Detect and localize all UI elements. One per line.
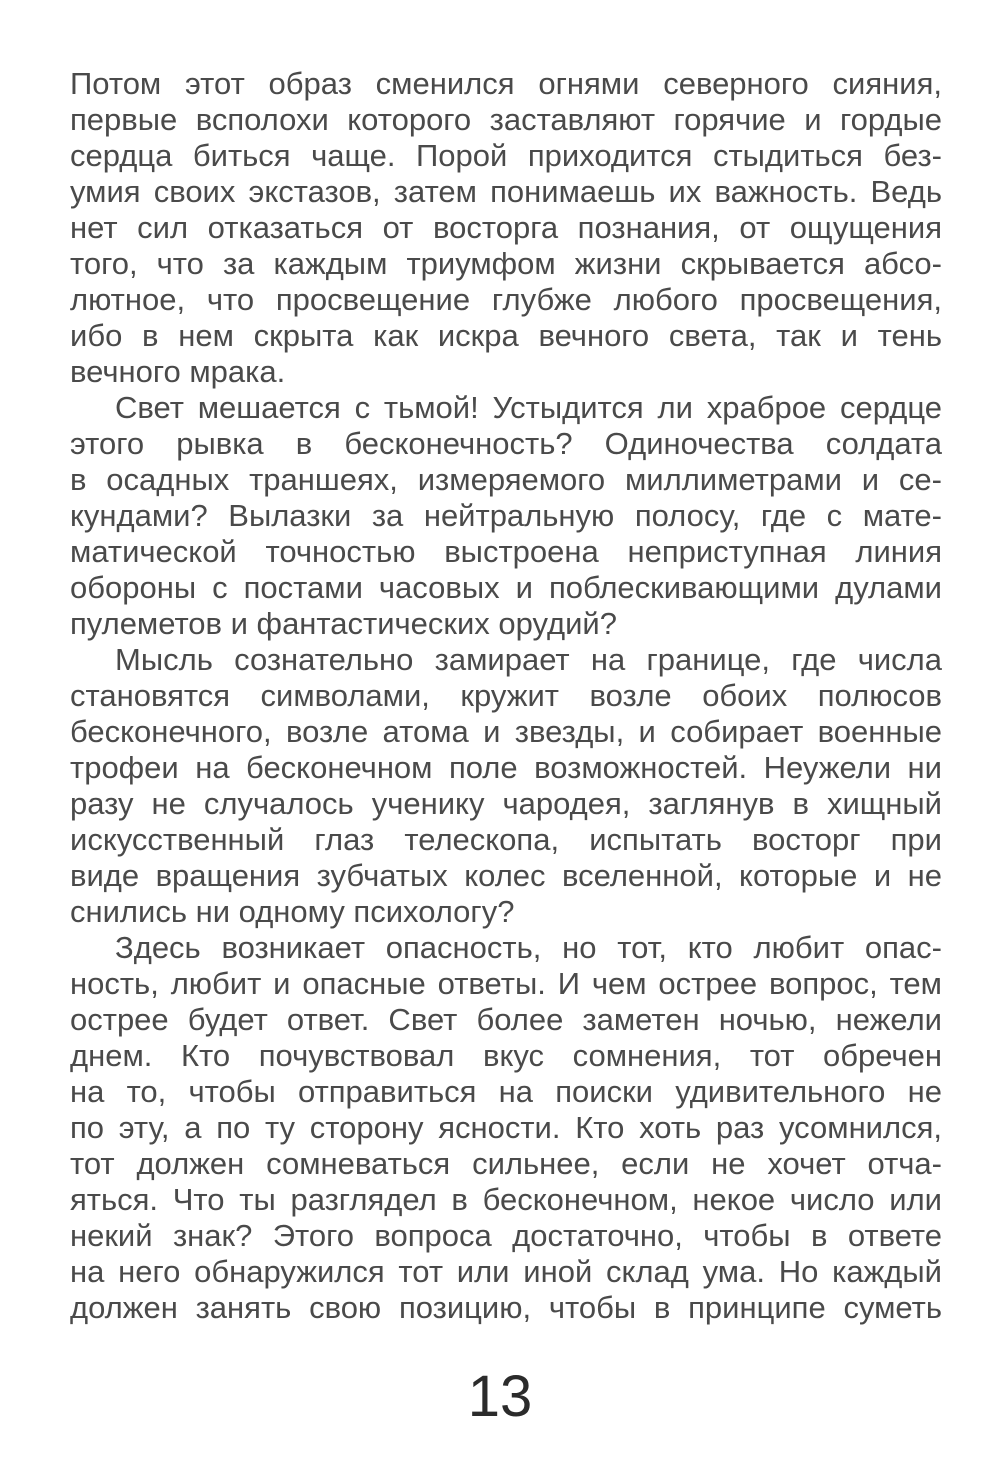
text-line: яться. Что ты разглядел в бесконечном, некое число или [70,1182,942,1217]
text-line: кундами? Вылазки за нейтральную полосу, где с мате- [70,498,942,533]
text-line: сердца биться чаще. Порой приходится стыдиться без- [70,138,942,173]
text-line: ность, любит и опасные ответы. И чем острее вопрос, тем [70,966,942,1001]
text-line: днем. Кто почувствовал вкус сомнения, тот обречен [70,1038,942,1073]
paragraph-4 [70,930,942,1326]
text-line: Свет мешается с тьмой! Устыдится ли храброе сердце [115,390,942,425]
text-line: ибо в нем скрыта как искра вечного света, так и тень [70,318,942,353]
text-line: обороны с постами часовых и поблескивающими дулами [70,570,942,605]
text-line: того, что за каждым триумфом жизни скрывается абсо- [70,246,942,281]
paragraph-1 [70,66,942,390]
text-line: виде вращения зубчатых колес вселенной, которые и не [70,858,942,893]
text-line: по эту, а по ту сторону ясности. Кто хоть раз усомнился, [70,1110,942,1145]
text-line: снились ни одному психологу? [70,894,515,929]
text-line: этого рывка в бесконечность? Одиночества солдата [70,426,942,461]
paragraph-3 [70,642,942,930]
text-line: тот должен сомневаться сильнее, если не хочет отча- [70,1146,942,1181]
text-line: умия своих экстазов, затем понимаешь их важность. Ведь [70,174,942,209]
text-line: на него обнаружился тот или иной склад ума. Но каждый [70,1254,942,1289]
text-line: первые всполохи которого заставляют горячие и гордые [70,102,942,137]
text-line: бесконечного, возле атома и звезды, и собирает военные [70,714,942,749]
text-line: острее будет ответ. Свет более заметен ночью, нежели [70,1002,942,1037]
text-line: нет сил отказаться от восторга познания, от ощущения [70,210,942,245]
text-line: трофеи на бесконечном поле возможностей. Неужели ни [70,750,942,785]
text-line: разу не случалось ученику чародея, заглянув в хищный [70,786,942,821]
text-line: некий знак? Этого вопроса достаточно, чтобы в ответе [70,1218,942,1253]
text-line: на то, чтобы отправиться на поиски удивительного не [70,1074,942,1109]
text-line: лютное, что просвещение глубже любого просвещения, [70,282,942,317]
text-line: в осадных траншеях, измеряемого миллиметрами и се- [70,462,942,497]
text-line: Потом этот образ сменился огнями северного сияния, [70,66,942,101]
text-line: матической точностью выстроена неприступная линия [70,534,942,569]
text-line: становятся символами, кружит возле обоих полюсов [70,678,942,713]
text-line: искусственный глаз телескопа, испытать восторг при [70,822,942,857]
text-line: вечного мрака. [70,354,286,389]
text-line: Мысль сознательно замирает на границе, где числа [115,642,942,677]
page-number: 13 [467,1364,533,1429]
paragraph-2 [70,390,942,642]
text-line: пулеметов и фантастических орудий? [70,606,617,641]
text-line: должен занять свою позицию, чтобы в принципе суметь [70,1290,942,1325]
text-line: Здесь возникает опасность, но тот, кто любит опас- [115,930,942,965]
page-body [70,66,942,1326]
